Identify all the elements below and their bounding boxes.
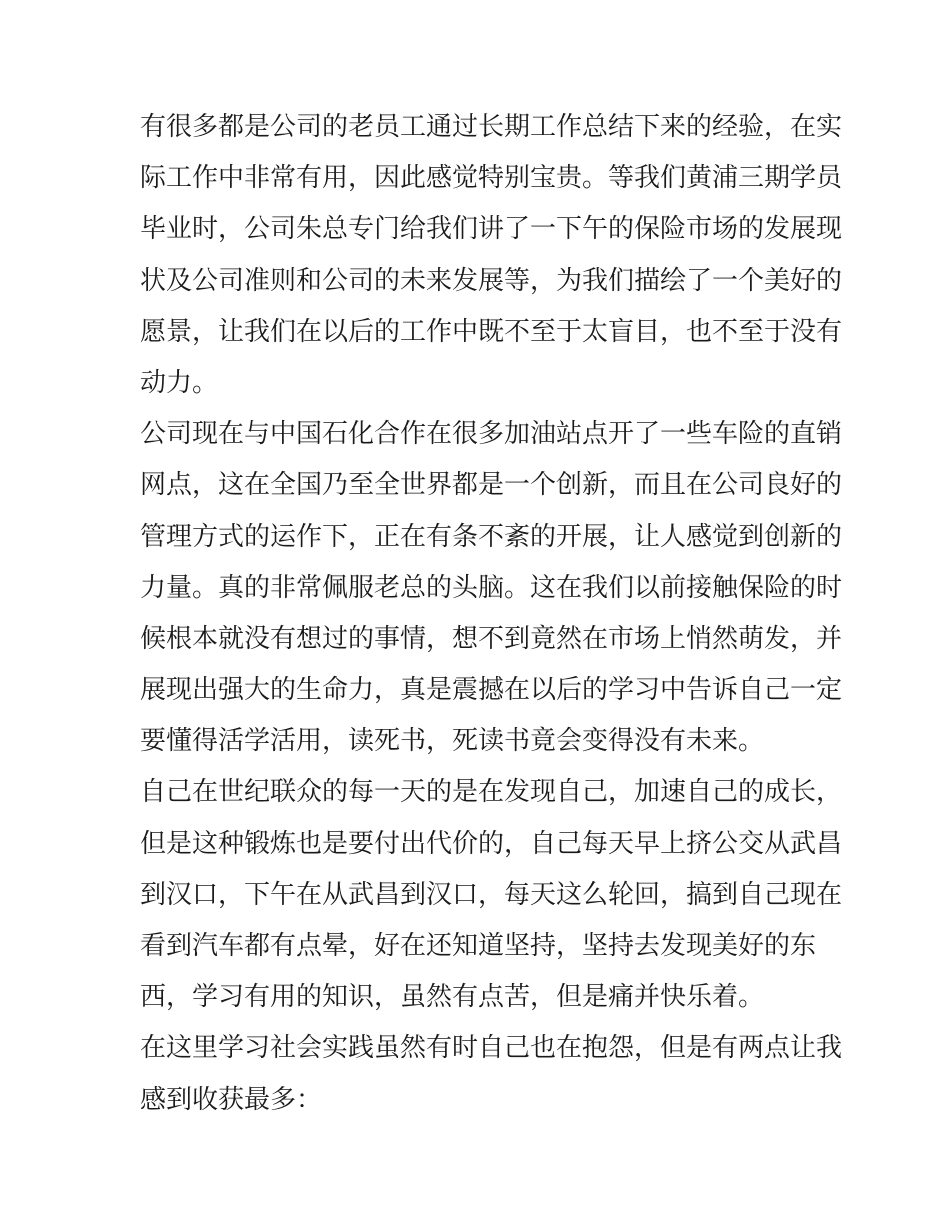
text-line: 愿景，让我们在以后的工作中既不至于太盲目，也不至于没有 xyxy=(140,316,843,347)
text-line: 但是这种锻炼也是要付出代价的，自己每天早上挤公交从武昌 xyxy=(140,828,843,859)
text-line: 要懂得活学活用，读死书，死读书竟会变得没有未来。 xyxy=(140,726,765,757)
paragraph-1 xyxy=(140,102,843,409)
paragraph-3 xyxy=(140,767,843,1023)
text-line: 在这里学习社会实践虽然有时自己也在抱怨，但是有两点让我 xyxy=(140,1033,843,1064)
text-line: 公司现在与中国石化合作在很多加油站点开了一些车险的直销 xyxy=(140,419,843,450)
text-line: 自己在世纪联众的每一天的是在发现自己，加速自己的成长， xyxy=(140,777,843,808)
paragraph-4 xyxy=(140,1023,843,1125)
text-line: 有很多都是公司的老员工通过长期工作总结下来的经验，在实 xyxy=(140,112,843,142)
text-line: 状及公司准则和公司的未来发展等，为我们描绘了一个美好的 xyxy=(140,265,843,296)
text-line: 西，学习有用的知识，虽然有点苦，但是痛并快乐着。 xyxy=(140,982,765,1013)
text-line: 候根本就没有想过的事情，想不到竟然在市场上悄然萌发，并 xyxy=(140,623,843,654)
text-line: 看到汽车都有点晕，好在还知道坚持，坚持去发现美好的东 xyxy=(140,931,817,961)
text-line: 际工作中非常有用，因此感觉特别宝贵。等我们黄浦三期学员 xyxy=(140,163,843,194)
text-line: 管理方式的运作下，正在有条不紊的开展，让人感觉到创新的 xyxy=(140,521,843,552)
text-line: 感到收获最多： xyxy=(140,1084,323,1115)
paragraph-2 xyxy=(140,409,843,767)
text-line: 动力。 xyxy=(140,367,219,398)
text-line: 毕业时，公司朱总专门给我们讲了一下午的保险市场的发展现 xyxy=(140,214,843,245)
text-line: 力量。真的非常佩服老总的头脑。这在我们以前接触保险的时 xyxy=(140,572,843,603)
body-text xyxy=(140,102,843,1126)
text-line: 到汉口，下午在从武昌到汉口，每天这么轮回，搞到自己现在 xyxy=(140,879,843,910)
text-line: 展现出强大的生命力，真是震撼在以后的学习中告诉自己一定 xyxy=(140,675,843,706)
text-line: 网点，这在全国乃至全世界都是一个创新，而且在公司良好的 xyxy=(140,470,843,501)
